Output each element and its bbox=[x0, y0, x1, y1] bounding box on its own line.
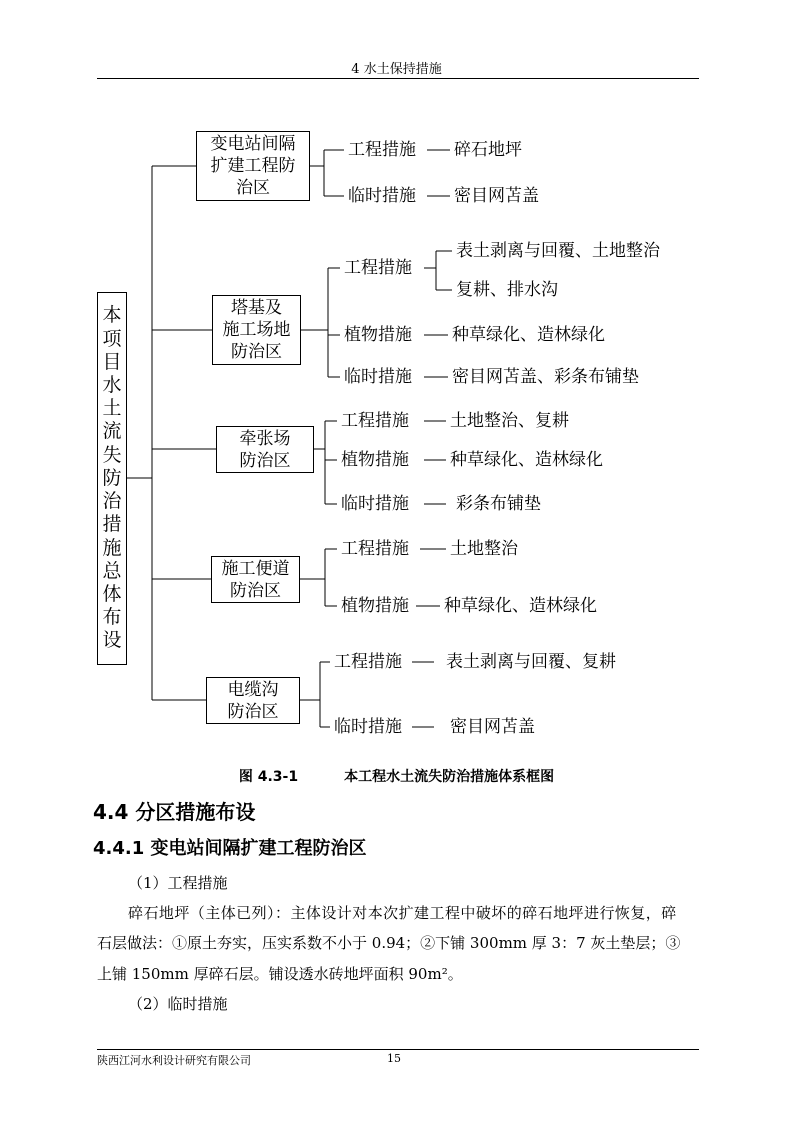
figure-title: 本工程水土流失防治措施体系框图 bbox=[344, 769, 555, 785]
measure-type: 临时措施 bbox=[341, 494, 409, 514]
measure-type: 工程措施 bbox=[344, 258, 412, 278]
measure-item: 复耕、排水沟 bbox=[456, 280, 558, 300]
measure-item: 种草绿化、造林绿化 bbox=[450, 450, 603, 470]
paragraph-line: 上铺 150mm 厚碎石层。铺设透水砖地坪面积 90m²。 bbox=[97, 965, 463, 983]
zone-box-road bbox=[211, 556, 300, 603]
measure-item: 表土剥离与回覆、复耕 bbox=[446, 652, 616, 672]
paragraph-line: 碎石地坪（主体已列）：主体设计对本次扩建工程中破坏的碎石地坪进行恢复，碎 bbox=[128, 904, 677, 922]
measure-item: 密目网苫盖、彩条布铺垫 bbox=[452, 367, 639, 387]
measure-item: 土地整治 bbox=[450, 539, 518, 559]
zone-box-line: 防治区 bbox=[227, 701, 279, 722]
zone-box-line: 防治区 bbox=[239, 450, 291, 471]
footer-rule bbox=[97, 1049, 699, 1050]
measure-item: 彩条布铺垫 bbox=[456, 494, 541, 514]
footer-org: 陕西江河水利设计研究有限公司 bbox=[97, 1054, 251, 1067]
subsection-heading: 4.4.1 变电站间隔扩建工程防治区 bbox=[93, 838, 367, 859]
measure-item: 种草绿化、造林绿化 bbox=[444, 596, 597, 616]
zone-box-cable bbox=[206, 677, 300, 724]
zone-box-tower bbox=[212, 295, 301, 365]
zone-box-line: 施工场地 bbox=[222, 320, 291, 340]
zone-box-line: 扩建工程防 bbox=[210, 156, 296, 176]
measure-type: 工程措施 bbox=[341, 411, 409, 431]
sub-heading-engineering: （1）工程措施 bbox=[128, 874, 228, 892]
measure-type: 植物措施 bbox=[341, 596, 409, 616]
measure-type: 临时措施 bbox=[344, 367, 412, 387]
zone-box-tension bbox=[216, 426, 314, 473]
zone-box-line: 电缆沟 bbox=[227, 679, 279, 700]
zone-box-line: 防治区 bbox=[231, 342, 282, 362]
zone-box-substation bbox=[196, 131, 310, 201]
measure-item: 种草绿化、造林绿化 bbox=[452, 325, 605, 345]
zone-box-line: 施工便道 bbox=[221, 558, 290, 579]
sub-heading-temporary: （2）临时措施 bbox=[128, 995, 228, 1013]
figure-caption bbox=[0, 766, 793, 786]
zone-box-line: 牵张场 bbox=[239, 428, 291, 449]
page-number: 15 bbox=[387, 1052, 401, 1065]
measure-type: 临时措施 bbox=[348, 186, 416, 206]
zone-box-line: 防治区 bbox=[230, 580, 281, 601]
zone-box-line: 变电站间隔 bbox=[210, 134, 296, 154]
root-box bbox=[97, 292, 127, 665]
zone-box-line: 塔基及 bbox=[231, 298, 282, 318]
measure-type: 工程措施 bbox=[348, 140, 416, 160]
section-heading: 4.4 分区措施布设 bbox=[93, 800, 256, 824]
measure-item: 表土剥离与回覆、土地整治 bbox=[456, 241, 660, 261]
root-box-text: 本项目水土流失防治措施总体布设 bbox=[102, 304, 122, 652]
zone-box-line: 治区 bbox=[236, 178, 270, 198]
measure-item: 密目网苫盖 bbox=[450, 717, 535, 737]
measure-item: 碎石地坪 bbox=[454, 140, 522, 160]
measure-type: 工程措施 bbox=[341, 539, 409, 559]
measure-type: 植物措施 bbox=[341, 450, 409, 470]
paragraph-line: 石层做法：①原土夯实，压实系数不小于 0.94；②下铺 300mm 厚 3：7 灰土垫层；③ bbox=[97, 934, 681, 952]
measure-type: 临时措施 bbox=[334, 717, 402, 737]
measure-item: 土地整治、复耕 bbox=[450, 411, 569, 431]
figure-number: 图 4.3-1 bbox=[238, 769, 299, 785]
page-header-title: 4 水土保持措施 bbox=[351, 62, 442, 77]
measure-item: 密目网苫盖 bbox=[454, 186, 539, 206]
measure-type: 工程措施 bbox=[334, 652, 402, 672]
measure-type: 植物措施 bbox=[344, 325, 412, 345]
